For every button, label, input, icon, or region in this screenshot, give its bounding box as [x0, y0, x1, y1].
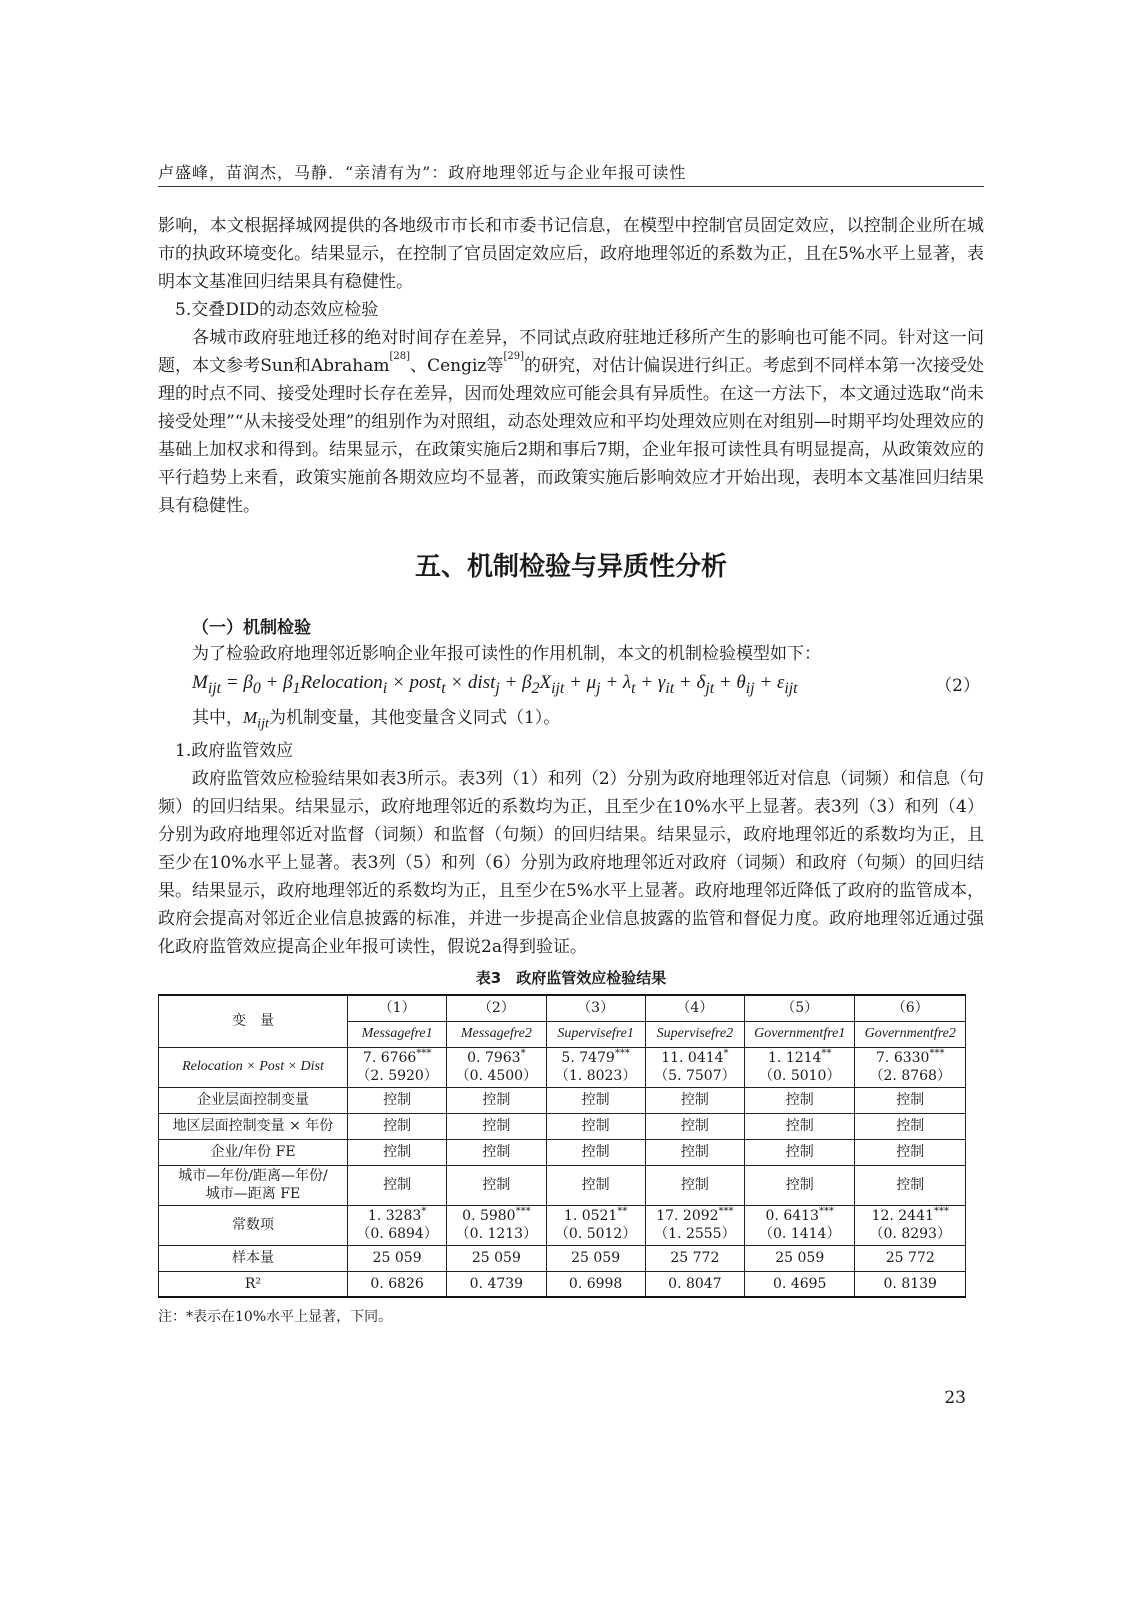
table-cell: [546, 1087, 645, 1113]
cell-value: 控制: [482, 1118, 511, 1135]
col-name: Supervisefre1: [546, 1021, 645, 1047]
cell-value: 控制: [581, 1144, 610, 1161]
standard-error: （1. 8023）: [554, 1068, 637, 1085]
cell-value: 控制: [680, 1177, 709, 1194]
cell-value: 25 059: [775, 1250, 825, 1267]
cell-value: 7. 6766: [362, 1050, 417, 1067]
table-row: [159, 1139, 966, 1165]
table-cell: [645, 1271, 744, 1297]
col-name: Messagefre2: [447, 1021, 546, 1047]
table-cell: [348, 1165, 447, 1205]
table-cell: [348, 1139, 447, 1165]
col-number: （3）: [546, 995, 645, 1021]
table-row: [159, 1165, 966, 1205]
standard-error: （0. 1414）: [759, 1226, 841, 1243]
cell-value: 控制: [383, 1092, 412, 1109]
table-cell: [546, 1245, 645, 1271]
heading-1: 1.政府监管效应: [175, 741, 294, 762]
table-cell: [447, 1271, 546, 1297]
standard-error: （1. 2555）: [654, 1226, 736, 1243]
standard-error: （0. 8293）: [869, 1226, 951, 1243]
table-cell: [348, 1271, 447, 1297]
row-label: 企业层面控制变量: [159, 1087, 348, 1113]
paragraph-1: 影响，本文根据择城网提供的各地级市市长和市委书记信息，在模型中控制官员固定效应，以控制企业所在城市的执政环境变化。结果显示，在控制了官员固定效应后，政府地理邻近的系数为正，且在5%水平上显著，表明本文基准回归结果具有稳健性。: [158, 216, 984, 292]
table-cell: [447, 1165, 546, 1205]
cell-value: 控制: [896, 1144, 925, 1161]
significance-stars: ***: [929, 1048, 945, 1060]
table-cell: [745, 1087, 855, 1113]
ref-28: [28]: [389, 351, 411, 362]
table-row: [159, 1271, 966, 1297]
row-label: Relocation × Post × Dist: [159, 1047, 348, 1087]
col-name: Governmentfre1: [745, 1021, 855, 1047]
table-cell: [546, 1047, 645, 1087]
cell-value: 控制: [581, 1092, 610, 1109]
standard-error: （0. 5012）: [554, 1226, 637, 1243]
standard-error: （5. 7507）: [654, 1068, 736, 1085]
table-cell: [348, 1087, 447, 1113]
cell-value: 控制: [482, 1144, 511, 1161]
header-rule: [158, 186, 984, 187]
cell-value: 控制: [785, 1144, 814, 1161]
table-note: 注：*表示在10%水平上显著，下同。: [158, 1309, 393, 1326]
table-row: [159, 1113, 966, 1139]
cell-value: 0. 8047: [668, 1275, 722, 1292]
table-cell: [447, 1087, 546, 1113]
cell-value: 25 059: [471, 1250, 521, 1267]
cell-value: 0. 4695: [773, 1275, 827, 1292]
table-cell: [348, 1113, 447, 1139]
significance-stars: **: [617, 1206, 628, 1218]
col-number: （6）: [855, 995, 966, 1021]
cell-value: 0. 4739: [469, 1275, 524, 1292]
paragraph-4: 其中，$M_{ijt}$为机制变量，其他变量含义同式（1）。: [192, 707, 561, 732]
col-number: （1）: [348, 995, 447, 1021]
cell-value: 控制: [482, 1092, 511, 1109]
cell-value: 控制: [680, 1144, 709, 1161]
cell-value: 0. 5980: [462, 1208, 516, 1225]
section-title: 五、机制检验与异质性分析: [414, 552, 727, 582]
table-cell: [645, 1165, 744, 1205]
col-name: Messagefre1: [348, 1021, 447, 1047]
results-table: [158, 994, 966, 1298]
table-cell: [546, 1139, 645, 1165]
table-cell: [855, 1047, 966, 1087]
cell-value: 控制: [896, 1177, 925, 1194]
cell-value: 控制: [482, 1177, 511, 1194]
cell-value: 1. 1214: [768, 1050, 822, 1067]
table-cell: [745, 1245, 855, 1271]
cell-value: 控制: [581, 1118, 610, 1135]
significance-stars: ***: [933, 1206, 949, 1218]
table-cell: [745, 1165, 855, 1205]
significance-stars: ***: [818, 1206, 834, 1218]
cell-value: 控制: [680, 1092, 709, 1109]
cell-value: 5. 7479: [561, 1050, 615, 1067]
row-label: 常数项: [159, 1205, 348, 1245]
equation-number: （2）: [935, 675, 980, 696]
col-number: （4）: [645, 995, 744, 1021]
table-cell: [745, 1113, 855, 1139]
running-header: 卢盛峰，苗润杰，马静．“亲清有为”：政府地理邻近与企业年报可读性: [158, 163, 687, 182]
heading-5: 5.交叠DID的动态效应检验: [175, 300, 379, 320]
table-cell: [447, 1205, 546, 1245]
row-label: R²: [159, 1271, 348, 1297]
cell-value: 控制: [383, 1118, 412, 1135]
table-cell: [447, 1047, 546, 1087]
table-cell: [348, 1245, 447, 1271]
cell-value: 1. 0521: [563, 1208, 618, 1225]
cell-value: 7. 6330: [876, 1050, 930, 1067]
table-cell: [645, 1139, 744, 1165]
table-cell: [855, 1113, 966, 1139]
row-label: 地区层面控制变量 × 年份: [159, 1113, 348, 1139]
table-cell: [546, 1113, 645, 1139]
significance-stars: ***: [416, 1048, 432, 1060]
table-cell: [745, 1139, 855, 1165]
mechanism-variable-symbol: $M_{ijt}$: [243, 707, 269, 732]
subsection-title: （一）机制检验: [192, 618, 311, 638]
cell-value: 0. 7963: [467, 1050, 521, 1067]
table-cell: [447, 1139, 546, 1165]
table-cell: [645, 1047, 744, 1087]
table-cell: [348, 1205, 447, 1245]
equation-2: $M_{ijt} = \beta_0$ + $\beta_1Relocation_i$ × post$_t$ × dist$_j$ + $\beta_2X_{ijt} + \mu_j + \lambda_t + \gamma_{it} + \delta_{jt} + \theta_{ij} + \varepsilon_{ijt}$: [192, 672, 798, 697]
col-number: （5）: [745, 995, 855, 1021]
table-row: [159, 1245, 966, 1271]
table-cell: [745, 1205, 855, 1245]
cell-value: 0. 6826: [370, 1275, 424, 1292]
table-row: [159, 1047, 966, 1087]
standard-error: （0. 5010）: [759, 1068, 841, 1085]
cell-value: 12. 2441: [871, 1208, 934, 1225]
table-body: [159, 1047, 966, 1297]
table-cell: [855, 1139, 966, 1165]
table-cell: [855, 1165, 966, 1205]
row-label: 企业/年份 FE: [159, 1139, 348, 1165]
cell-value: 25 772: [885, 1250, 935, 1267]
cell-value: 0. 6998: [568, 1275, 623, 1292]
significance-stars: ***: [515, 1206, 531, 1218]
cell-value: 17. 2092: [656, 1208, 719, 1225]
cell-value: 控制: [785, 1177, 814, 1194]
equation-row: [158, 668, 984, 704]
cell-value: 0. 8139: [883, 1275, 937, 1292]
table-row: [159, 1087, 966, 1113]
cell-value: 控制: [785, 1092, 814, 1109]
cell-value: 控制: [680, 1118, 709, 1135]
cell-value: 控制: [383, 1144, 412, 1161]
table-cell: [645, 1205, 744, 1245]
table-row: [159, 1205, 966, 1245]
table-cell: [546, 1165, 645, 1205]
cell-value: 控制: [785, 1118, 814, 1135]
table-cell: [447, 1245, 546, 1271]
page-body: [158, 212, 984, 1326]
cell-value: 控制: [581, 1177, 610, 1194]
table-cell: [645, 1087, 744, 1113]
significance-stars: **: [821, 1048, 832, 1060]
significance-stars: *: [723, 1048, 729, 1060]
cell-value: 控制: [896, 1092, 925, 1109]
significance-stars: ***: [718, 1206, 734, 1218]
col-number: （2）: [447, 995, 546, 1021]
table-cell: [546, 1271, 645, 1297]
cell-value: 0. 6413: [765, 1208, 819, 1225]
cell-value: 控制: [383, 1177, 412, 1194]
standard-error: （0. 6894）: [356, 1226, 438, 1243]
table-cell: [447, 1113, 546, 1139]
var-header: 变 量: [159, 995, 348, 1047]
page-number: 23: [944, 1388, 966, 1408]
paragraph-5: 政府监管效应检验结果如表3所示。表3列（1）和列（2）分别为政府地理邻近对信息（词频）和信息（句频）的回归结果。结果显示，政府地理邻近的系数均为正，且至少在10%水平上显著。表3列（3）和列（4）分别为政府地理邻近对监督（词频）和监督（句频）的回归结果。结果显示，政府地理邻近的系数均为正，且至少在10%水平上显著。表3列（5）和列（6）分别为政府地理邻近对政府（词频）和政府（句频）的回归结果。结果显示，政府地理邻近的系数均为正，且至少在5%水平上显著。政府地理邻近降低了政府的监管成本，政府会提高对邻近企业信息披露的标准，并进一步提高企业信息披露的监管和督促力度。政府地理邻近通过强化政府监管效应提高企业年报可读性，假说2a得到验证。: [158, 769, 984, 958]
table-cell: [855, 1087, 966, 1113]
table-cell: [645, 1245, 744, 1271]
table-cell: [546, 1205, 645, 1245]
table-caption: 表3 政府监管效应检验结果: [475, 969, 667, 988]
cell-value: 25 059: [372, 1250, 422, 1267]
col-name: Governmentfre2: [855, 1021, 966, 1047]
table-cell: [645, 1113, 744, 1139]
row-label: 样本量: [159, 1245, 348, 1271]
table-cell: [855, 1205, 966, 1245]
significance-stars: *: [421, 1206, 427, 1218]
table-cell: [855, 1245, 966, 1271]
cell-value: 1. 3283: [367, 1208, 422, 1225]
table-cell: [745, 1271, 855, 1297]
standard-error: （2. 5920）: [356, 1068, 438, 1085]
row-label: 城市—年份/距离—年份/城市—距离 FE: [159, 1165, 348, 1205]
table-cell: [348, 1047, 447, 1087]
cell-value: 11. 0414: [661, 1050, 724, 1067]
ref-29: [29]: [503, 351, 524, 362]
standard-error: （0. 4500）: [455, 1068, 538, 1085]
significance-stars: ***: [614, 1048, 630, 1060]
standard-error: （0. 1213）: [455, 1226, 538, 1243]
table-cell: [855, 1271, 966, 1297]
table-cell: [745, 1047, 855, 1087]
standard-error: （2. 8768）: [869, 1068, 951, 1085]
paragraph-2: 各城市政府驻地迁移的绝对时间存在差异，不同试点政府驻地迁移所产生的影响也可能不同。针对这一问题，本文参考Sun和Abraham[28]、Cengiz等[29]的研究，对估计偏误进行纠正。考虑到不同样本第一次接受处理的时点不同、接受处理时长存在差异，因而处理效应可能会具有异质性。在这一方法下，本文通过选取“尚未接受处理”“从未接受处理”的组别作为对照组，动态处理效应和平均处理效应则在对组别—时期平均处理效应的基础上加权求和得到。结果显示，在政策实施后2期和事后7期，企业年报可读性具有明显提高，从政策效应的平行趋势上来看，政策实施前各期效应均不显著，而政策实施后影响效应才开始出现，表明本文基准回归结果具有稳健性。: [158, 328, 985, 516]
cell-value: 控制: [896, 1118, 925, 1135]
cell-value: 25 059: [571, 1250, 621, 1267]
paragraph-3: 为了检验政府地理邻近影响企业年报可读性的作用机制，本文的机制检验模型如下：: [192, 644, 821, 664]
significance-stars: *: [520, 1048, 526, 1060]
col-name: Supervisefre2: [645, 1021, 744, 1047]
cell-value: 25 772: [670, 1250, 720, 1267]
